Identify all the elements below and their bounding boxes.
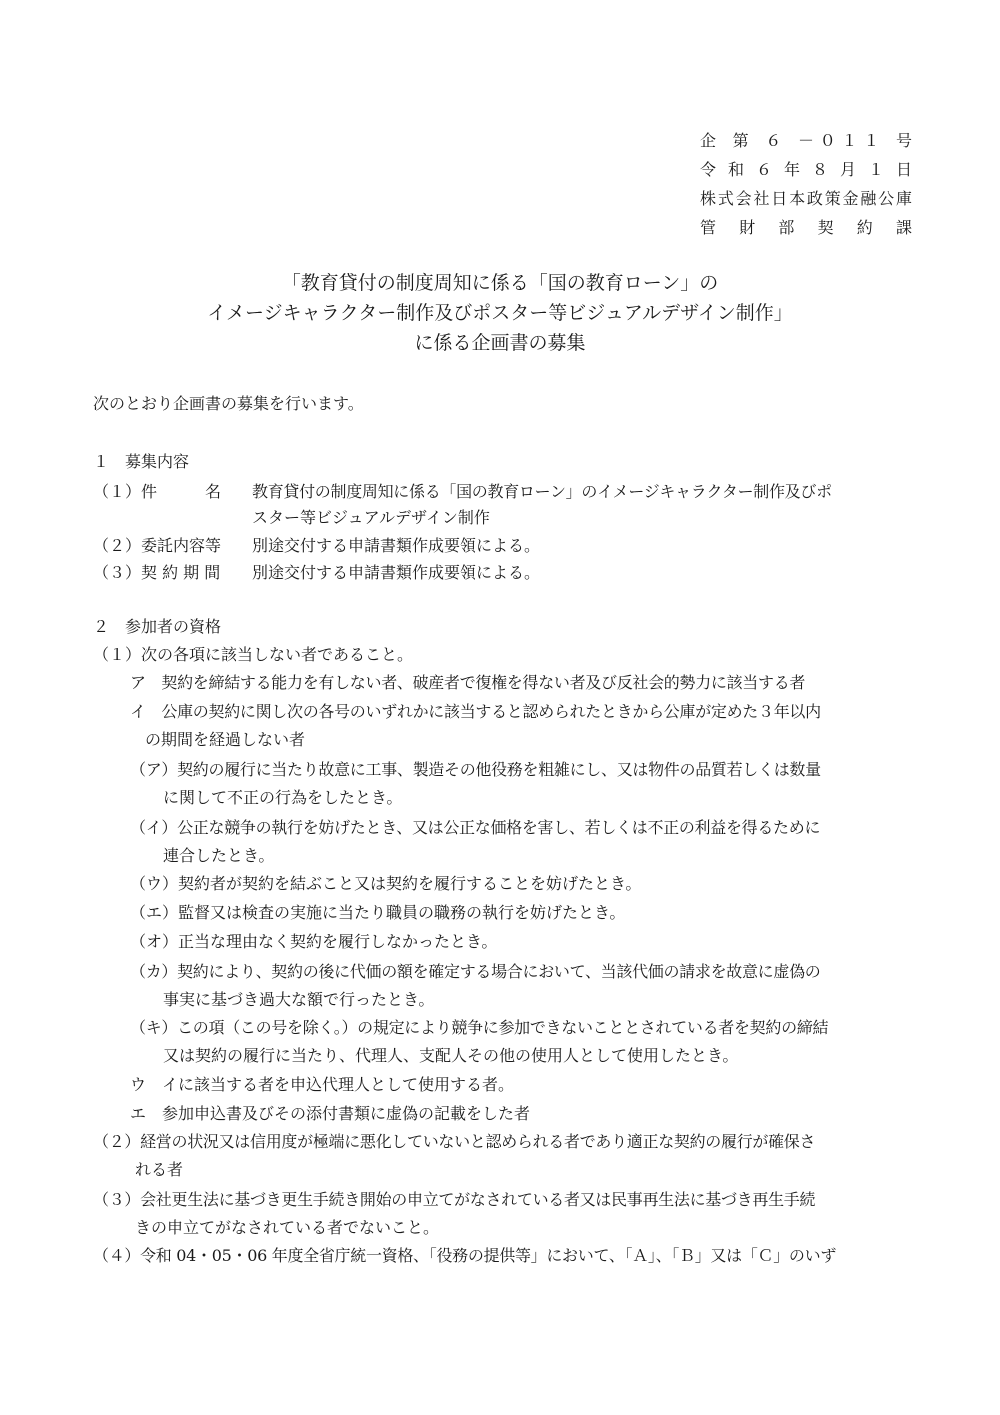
organization-name: 株式会社日本政策金融公庫 xyxy=(700,189,912,208)
sub-item-u: （ウ）契約者が契約を結ぶこと又は契約を履行することを妨げたとき。 xyxy=(130,874,642,893)
issue-date: 令 和 ６ 年 ８ 月 １ 日 xyxy=(700,160,912,179)
clause-1-e: エ 参加申込書及びその添付書類に虚偽の記載をした者 xyxy=(130,1104,531,1123)
clause-1-u: ウ イに該当する者を申込代理人として使用する者。 xyxy=(130,1075,515,1094)
title-line-3: に係る企画書の募集 xyxy=(414,332,586,354)
sub-item-a-cont: に関して不正の行為をしたとき。 xyxy=(163,788,403,807)
sub-item-o: （オ）正当な理由なく契約を履行しなかったとき。 xyxy=(130,932,498,951)
item-1-text: 教育貸付の制度周知に係る「国の教育ローン」のイメージキャラクター制作及びポ xyxy=(252,482,832,501)
header-block xyxy=(700,126,912,242)
item-2-text: 別途交付する申請書類作成要領による。 xyxy=(252,536,541,555)
item-1-text-cont: スター等ビジュアルデザイン制作 xyxy=(252,508,490,527)
clause-2: （２）経営の状況又は信用度が極端に悪化していないと認められる者であり適正な契約の履行が確保さ xyxy=(93,1132,816,1151)
sub-item-i-cont: 連合したとき。 xyxy=(163,846,275,865)
section-1-heading: １ 募集内容 xyxy=(93,452,190,471)
item-3-text: 別途交付する申請書類作成要領による。 xyxy=(252,563,541,582)
sub-item-ki-cont: 又は契約の履行に当たり、代理人、支配人その他の使用人として使用したとき。 xyxy=(163,1046,739,1065)
clause-3: （３）会社更生法に基づき更生手続き開始の申立てがなされている者又は民事再生法に基づき再生手続 xyxy=(93,1190,816,1209)
clause-1-i-cont: の期間を経過しない者 xyxy=(145,730,306,749)
item-3-label: （３）契 約 期 間 xyxy=(93,563,221,582)
title-line-1: 「教育貸付の制度周知に係る「国の教育ローン」の xyxy=(281,272,719,294)
intro-text: 次のとおり企画書の募集を行います。 xyxy=(93,394,364,413)
clause-1-a: ア 契約を締結する能力を有しない者、破産者で復権を得ない者及び反社会的勢力に該当する者 xyxy=(130,673,806,692)
sub-item-e: （エ）監督又は検査の実施に当たり職員の職務の執行を妨げたとき。 xyxy=(130,903,626,922)
doc-number: 企 第 ６ －０１１ 号 xyxy=(700,131,912,150)
clause-1: （１）次の各項に該当しない者であること。 xyxy=(93,645,414,664)
sub-item-ka: （カ）契約により、契約の後に代価の額を確定する場合において、当該代価の請求を故意に虚偽の xyxy=(130,962,821,981)
clause-2-cont: れる者 xyxy=(135,1160,184,1179)
document-title xyxy=(0,268,1000,358)
sub-item-ka-cont: 事実に基づき過大な額で行ったとき。 xyxy=(163,990,435,1009)
clause-3-cont: きの申立てがなされている者でないこと。 xyxy=(135,1218,440,1237)
sub-item-i: （イ）公正な競争の執行を妨げたとき、又は公正な価格を害し、若しくは不正の利益を得るために xyxy=(130,818,821,837)
sub-item-ki: （キ）この項（この号を除く。）の規定により競争に参加できないこととされている者を契約の締結 xyxy=(130,1018,829,1037)
item-2-label: （２）委託内容等 xyxy=(93,536,222,555)
department-name: 管 財 部 契 約 課 xyxy=(700,218,912,237)
clause-4: （４）令和 04・05・06 年度全省庁統一資格、「役務の提供等」において、「Ａ」、「Ｂ」又は「Ｃ」のいず xyxy=(93,1246,837,1265)
sub-item-a: （ア）契約の履行に当たり故意に工事、製造その他役務を粗雑にし、又は物件の品質若しくは数量 xyxy=(130,760,821,779)
item-1-label: （１）件 名 xyxy=(93,482,222,501)
clause-1-i: イ 公庫の契約に関し次の各号のいずれかに該当すると認められたときから公庫が定めた３年以内 xyxy=(130,702,821,721)
title-line-2: イメージキャラクター制作及びポスター等ビジュアルデザイン制作」 xyxy=(207,302,793,324)
section-2-heading: ２ 参加者の資格 xyxy=(93,617,222,636)
